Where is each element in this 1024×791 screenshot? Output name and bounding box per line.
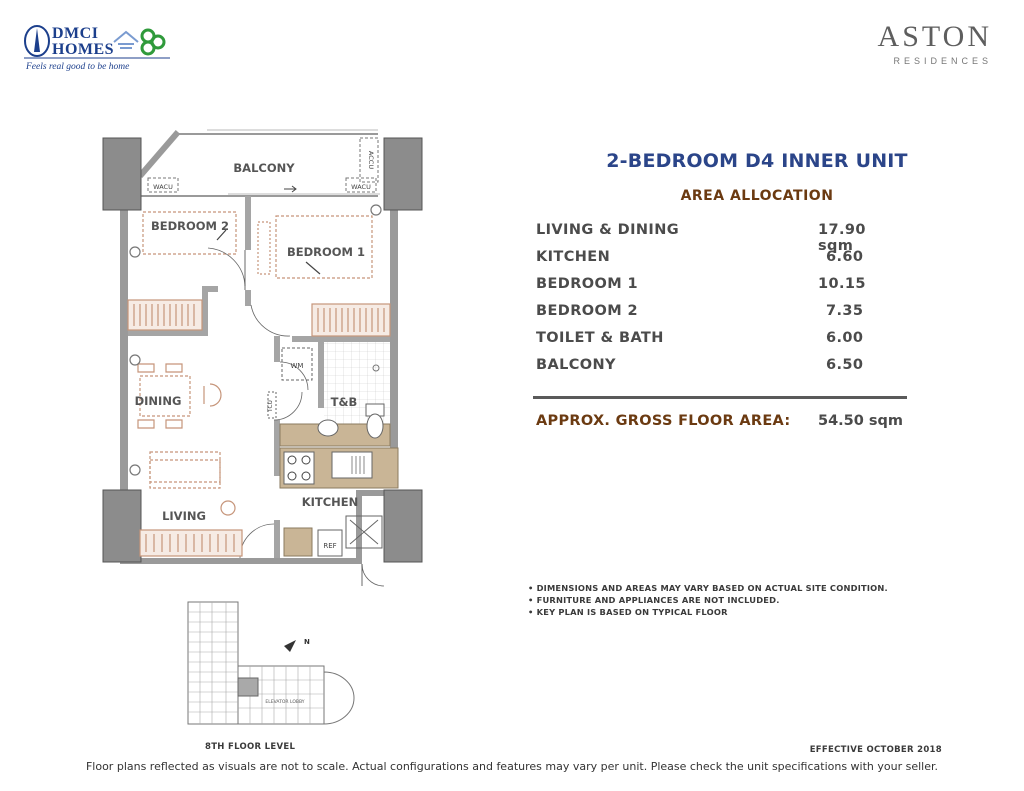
note-item: • KEY PLAN IS BASED ON TYPICAL FLOOR	[528, 607, 728, 617]
gross-floor-area-value: 54.50 sqm	[818, 413, 904, 429]
floor-level-label: 8TH FLOOR LEVEL	[205, 742, 296, 752]
area-label: BEDROOM 2	[536, 303, 638, 319]
accu-label: ACCU	[367, 150, 375, 170]
tb-label: T&B	[330, 395, 358, 409]
unit-title: 2-BEDROOM D4 INNER UNIT	[606, 150, 908, 172]
area-label: TOILET & BATH	[536, 330, 664, 346]
living-set	[130, 452, 242, 556]
elevator-lobby-label: ELEVATOR LOBBY	[265, 700, 305, 705]
aston-residences-logo	[878, 22, 992, 66]
area-value: 17.90 sqm	[818, 222, 866, 254]
wacu-left-label: WACU	[153, 183, 173, 191]
effective-date: EFFECTIVE OCTOBER 2018	[809, 745, 942, 755]
unit-floor-plan	[96, 128, 426, 588]
area-label: BEDROOM 1	[536, 276, 638, 292]
area-label: LIVING & DINING	[536, 222, 680, 238]
area-allocation-heading: AREA ALLOCATION	[680, 188, 834, 204]
area-value: 7.35	[826, 303, 864, 319]
disclaimer-text: Floor plans reflected as visuals are not to scale. Actual configurations and features may vary per unit. Please check the unit specifications with your seller.	[85, 760, 939, 773]
north-arrow-icon	[284, 638, 310, 652]
area-value: 6.00	[826, 330, 864, 346]
dining-label: DINING	[134, 394, 182, 408]
wacu-right-label: WACU	[351, 183, 371, 191]
wm-label: WM	[290, 362, 304, 370]
area-value: 6.50	[826, 357, 864, 373]
kitchen-label: KITCHEN	[301, 495, 359, 509]
dmci-logo-text: DMCI HOMES	[52, 25, 115, 58]
bedroom1-furniture	[258, 205, 390, 336]
area-row	[536, 303, 906, 325]
living-label: LIVING	[162, 509, 206, 523]
bedroom2-label: BEDROOM 2	[150, 219, 230, 233]
ref-label: REF	[323, 542, 337, 550]
dmci-tagline: Feels real good to be home	[26, 62, 130, 72]
bedroom1-label: BEDROOM 1	[286, 245, 366, 259]
gross-floor-area-label: APPROX. GROSS FLOOR AREA:	[536, 413, 791, 429]
key-plan	[180, 596, 360, 740]
key-plan-unit-highlight	[238, 678, 258, 696]
note-item: • DIMENSIONS AND AREAS MAY VARY BASED ON ACTUAL SITE CONDITION.	[528, 583, 888, 593]
project-subtitle: RESIDENCES	[893, 56, 992, 66]
area-divider	[533, 396, 907, 399]
note-item: • FURNITURE AND APPLIANCES ARE NOT INCLUDED.	[528, 595, 780, 605]
area-row	[536, 330, 906, 352]
area-row	[536, 249, 906, 271]
tcu-label: TCU	[267, 400, 274, 412]
project-name: ASTON	[877, 20, 992, 53]
dining-set	[130, 355, 221, 428]
area-row	[536, 357, 906, 379]
dmci-homes-logo	[22, 22, 182, 82]
area-value: 6.60	[826, 249, 864, 265]
area-value: 10.15	[818, 276, 866, 292]
area-row	[536, 222, 906, 254]
area-label: KITCHEN	[536, 249, 611, 265]
area-label: BALCONY	[536, 357, 616, 373]
area-row	[536, 276, 906, 298]
balcony-label: BALCONY	[233, 161, 295, 175]
north-label: N	[304, 638, 310, 646]
